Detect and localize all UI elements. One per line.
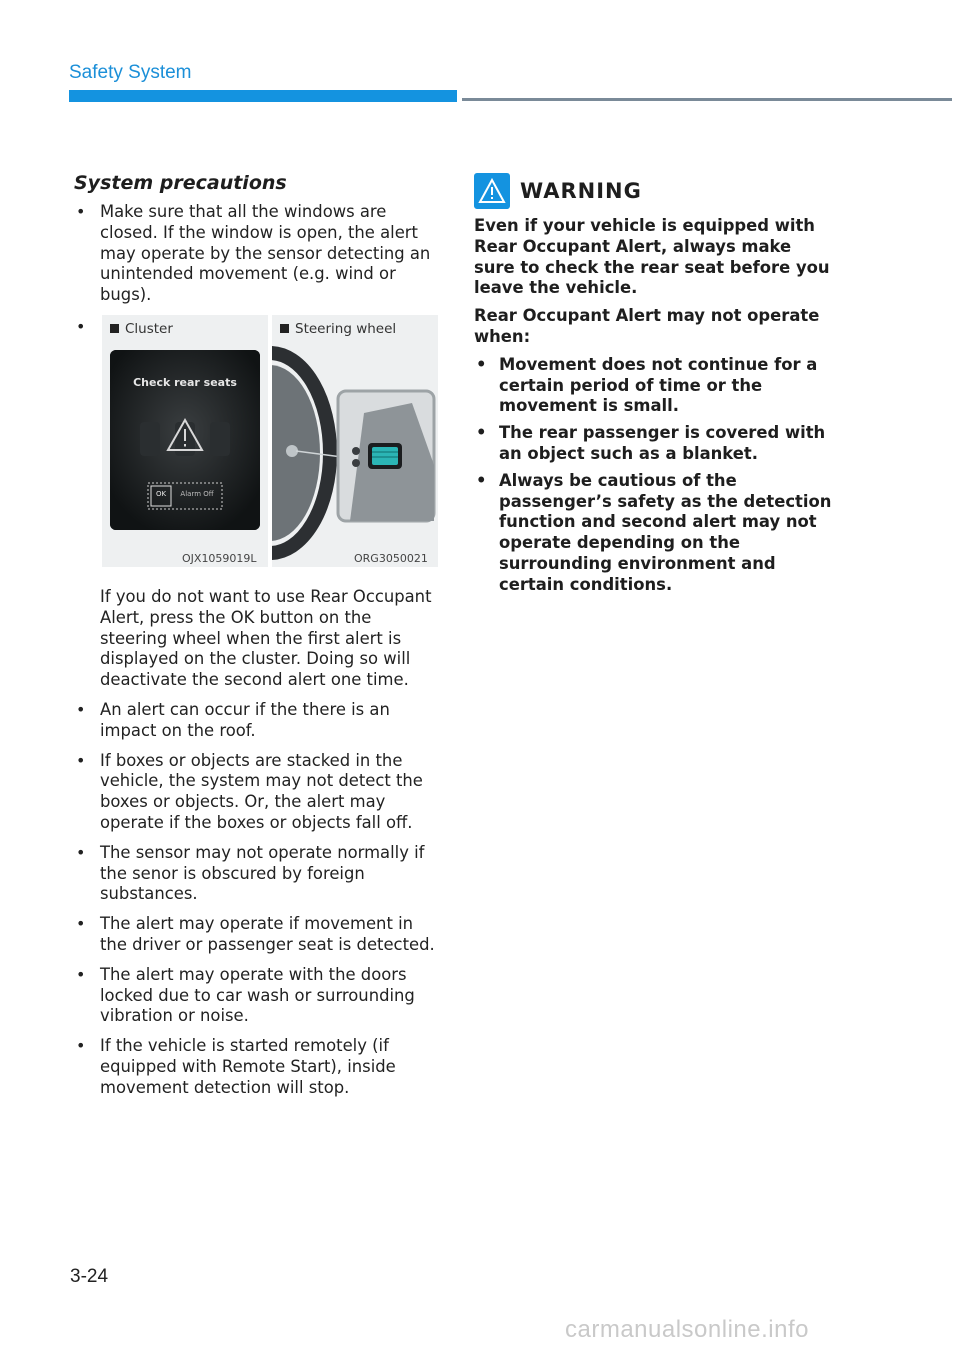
header-rule-gray xyxy=(462,98,952,101)
figure-caption: Cluster xyxy=(110,321,173,337)
figure-caption: Steering wheel xyxy=(280,321,396,337)
section-title: System precautions xyxy=(74,172,287,194)
watermark: carmanualsonline.info xyxy=(565,1316,809,1343)
section-header: Safety System xyxy=(69,62,192,83)
bullet-icon: • xyxy=(76,316,86,336)
warning-paragraph: Even if your vehicle is equipped with Rear Occupant Alert, always make sure to check the rear seat before you leave the vehicle. xyxy=(474,216,830,298)
bullet-icon: • xyxy=(476,470,487,490)
bullet-icon: • xyxy=(76,842,86,862)
list-item: • If the vehicle is started remotely (if equipped with Remote Start), inside movement detection will stop. xyxy=(76,1036,396,1097)
warning-title: WARNING xyxy=(520,179,642,203)
warning-header xyxy=(474,172,834,210)
figure-code: OJX1059019L xyxy=(182,551,257,565)
list-item: • Movement does not continue for a certain period of time or the movement is small. xyxy=(476,354,818,416)
figure-code: ORG3050021 xyxy=(354,551,428,565)
figure-row xyxy=(74,315,439,581)
cluster-screen xyxy=(110,350,260,530)
square-icon xyxy=(280,324,289,333)
figure-cluster xyxy=(102,315,268,567)
bullet-icon: • xyxy=(76,1036,86,1056)
bullet-icon: • xyxy=(476,354,487,374)
page-number: 3-24 xyxy=(70,1266,109,1287)
list-item: • The sensor may not operate normally if the senor is obscured by foreign substances. xyxy=(76,842,425,904)
precautions-list-continued xyxy=(74,700,439,1099)
cluster-alarm-label: Alarm Off xyxy=(180,489,214,498)
list-item: • If boxes or objects are stacked in the vehicle, the system may not detect the boxes or objects. Or, the alert may operate if the boxes or objects fall off. xyxy=(76,750,423,832)
bullet-icon: • xyxy=(76,699,86,719)
cluster-ok-label: OK xyxy=(155,489,167,498)
figure-steering-wheel xyxy=(272,315,438,567)
bullet-icon: • xyxy=(76,202,86,221)
list-item: • The rear passenger is covered with an object such as a blanket. xyxy=(476,423,826,463)
warning-box xyxy=(474,172,834,602)
list-item: • The alert may operate with the doors locked due to car wash or surrounding vibration or noise. xyxy=(76,964,415,1026)
warning-triangle-icon xyxy=(474,173,510,209)
warning-paragraph: Rear Occupant Alert may not operate when: xyxy=(474,306,820,346)
bullet-icon: • xyxy=(476,423,487,443)
left-column xyxy=(74,172,439,1108)
bullet-icon: • xyxy=(76,914,86,934)
cluster-screen-title: Check rear seats xyxy=(133,375,237,389)
header-rule-blue xyxy=(69,90,457,102)
list-item: • An alert can occur if the there is an impact on the roof. xyxy=(76,699,390,740)
list-item xyxy=(74,202,439,306)
bullet-icon: • xyxy=(76,750,86,770)
bullet-icon: • xyxy=(76,964,86,984)
figure-description: If you do not want to use Rear Occupant Alert, press the OK button on the steering wheel when the first alert is displayed on the cluster. Doing so will deactivate the second alert one time. xyxy=(100,586,432,690)
steering-wheel-illustration xyxy=(272,315,438,567)
square-icon xyxy=(110,324,119,333)
list-item: • The alert may operate if movement in the driver or passenger seat is detected. xyxy=(76,914,435,954)
list-item-text: Make sure that all the windows are closed. If the window is open, the alert may operate by the sensor detecting an unintended movement (e.g. wind or bugs). xyxy=(100,202,431,305)
precautions-list xyxy=(74,202,439,306)
warning-list xyxy=(474,355,834,596)
list-item: • Always be cautious of the passenger’s safety as the detection function and second alert may not operate depending on the surrounding environment and certain conditions. xyxy=(476,470,832,594)
